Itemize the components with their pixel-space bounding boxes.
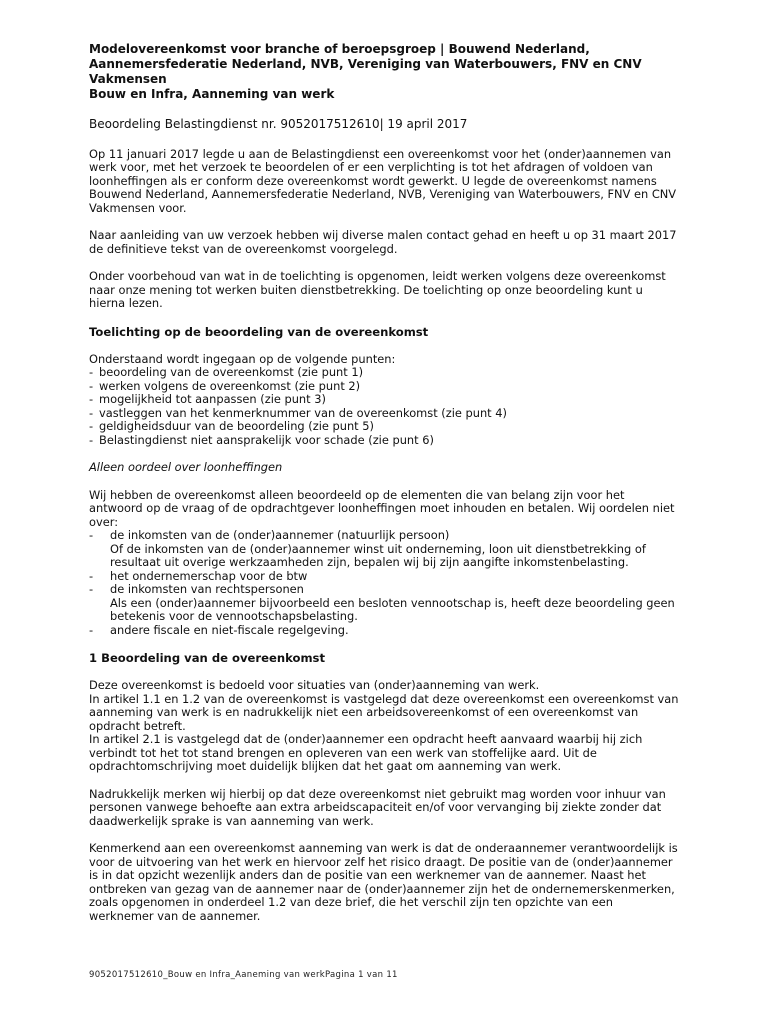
list-item-note: Als een (onder)aannemer bijvoorbeeld een besloten vennootschap is, heeft deze beoordeling geen betekenis voor de vennootschapsbelasting. <box>110 595 675 623</box>
list-item-label: de inkomsten van rechtspersonen <box>110 582 304 596</box>
list-item <box>89 529 679 570</box>
alleen-lead: Wij hebben de overeenkomst alleen beoordeeld op de elementen die van belang zijn voor het antwoord op de vraag of de opdrachtgever loonheffingen moet inhouden en betalen. Wij oordelen niet over: <box>89 487 675 529</box>
list-item: - Belastingdienst niet aansprakelijk voor schade (zie punt 6) <box>89 434 679 448</box>
document-title <box>89 42 679 102</box>
section-1-paragraph-1c: In artikel 2.1 is vastgelegd dat de (onder)aannemer een opdracht heeft aanvaard waarbij hij zich verbindt tot het tot stand brengen en opleveren van een werk van stoffelijke aard. Uit de opdrachtomschrijving moet duidelijk blijken dat het gaat om aanneming van werk. <box>89 732 643 773</box>
title-line-2: Aannemersfederatie Nederland, NVB, Vereniging van Waterbouwers, FNV en CNV <box>89 57 642 71</box>
alleen-list <box>89 529 679 637</box>
title-line-3: Vakmensen <box>89 72 167 86</box>
list-item-label: het ondernemerschap voor de btw <box>110 568 308 583</box>
page-footer: 9052017512610_Bouw en Infra_Aaneming van werkPagina 1 van 11 <box>89 970 398 980</box>
intro-paragraph-3: Onder voorbehoud van wat in de toelichting is opgenomen, leidt werken volgens deze overeenkomst naar onze mening tot werken buiten dienstbetrekking. De toelichting op onze beoordeling kunt u hierna lezen. <box>89 269 666 310</box>
document-page <box>89 42 679 923</box>
list-item: - mogelijkheid tot aanpassen (zie punt 3) <box>89 393 679 407</box>
list-item <box>89 624 679 638</box>
list-item-label: andere fiscale en niet-fiscale regelgeving. <box>110 622 349 637</box>
intro-paragraph-1: Op 11 januari 2017 legde u aan de Belastingdienst een overeenkomst voor het (onder)aannemen van werk voor, met het verzoek te beoordelen of er een verplichting is tot het afdragen of voldoen van loonheffingen als er conform deze overeenkomst wordt gewerkt. U legde de overeenkomst namens Bouwend Nederland, Aannemersfederatie Nederland, NVB, Vereniging van Waterbouwers, FNV en CNV Vakmensen voor. <box>89 146 677 215</box>
list-item-note: Of de inkomsten van de (onder)aannemer winst uit onderneming, loon uit dienstbetrekking of resultaat uit overige werkzaamheden zijn, bepalen wij bij zijn aangifte inkomstenbelasting. <box>110 541 646 569</box>
title-line-1: Modelovereenkomst voor branche of beroepsgroep | Bouwend Nederland, <box>89 42 590 56</box>
reference-line: Beoordeling Belastingdienst nr. 9052017512610| 19 april 2017 <box>89 117 468 131</box>
list-item: - vastleggen van het kenmerknummer van de overeenkomst (zie punt 4) <box>89 407 679 421</box>
intro-paragraph-2: Naar aanleiding van uw verzoek hebben wij diverse malen contact gehad en heeft u op 31 maart 2017 de definitieve tekst van de overeenkomst voorgelegd. <box>89 228 677 256</box>
list-item <box>89 570 679 584</box>
alleen-heading: Alleen oordeel over loonheffingen <box>89 460 283 474</box>
toelichting-list <box>89 366 679 447</box>
section-1-paragraph-3: Kenmerkend aan een overeenkomst aanneming van werk is dat de onderaannemer verantwoordelijk is voor de uitvoering van het werk en hiervoor zelf het risico draagt. De positie van de (onder)aannemer is in dat opzicht wezenlijk anders dan de positie van een werknemer van de aannemer. Naast het ontbreken van gezag van de aannemer naar de (onder)aannemer zijn het de ondernemerskenmerken, zoals opgenomen in onderdeel 1.2 van deze brief, die het verschil zijn ten opzichte van een werknemer van de aannemer. <box>89 841 678 923</box>
list-item-label: de inkomsten van de (onder)aannemer (natuurlijk persoon) <box>110 528 450 542</box>
list-item: - geldigheidsduur van de beoordeling (zie punt 5) <box>89 420 679 434</box>
section-1-paragraph-1a: Deze overeenkomst is bedoeld voor situaties van (onder)aanneming van werk. <box>89 678 540 692</box>
section-1-paragraph-1b: In artikel 1.1 en 1.2 van de overeenkomst is vastgelegd dat deze overeenkomst een overeenkomst van aanneming van werk is en nadrukkelijk niet een arbeidsovereenkomst of een overeenkomst van opdracht betreft. <box>89 691 679 733</box>
list-item <box>89 583 679 624</box>
section-1-paragraph-2: Nadrukkelijk merken wij hierbij op dat deze overeenkomst niet gebruikt mag worden voor inhuur van personen vanwege behoefte aan extra arbeidscapaciteit en/of voor vervanging bij ziekte zonder dat daadwerkelijk sprake is van aanneming van werk. <box>89 786 666 828</box>
toelichting-heading: Toelichting op de beoordeling van de overeenkomst <box>89 324 429 339</box>
toelichting-lead: Onderstaand wordt ingegaan op de volgende punten: <box>89 351 396 366</box>
list-item: - beoordeling van de overeenkomst (zie punt 1) <box>89 366 679 380</box>
title-line-4: Bouw en Infra, Aanneming van werk <box>89 87 335 101</box>
list-item: - werken volgens de overeenkomst (zie punt 2) <box>89 380 679 394</box>
section-1-heading: 1 Beoordeling van de overeenkomst <box>89 651 325 665</box>
